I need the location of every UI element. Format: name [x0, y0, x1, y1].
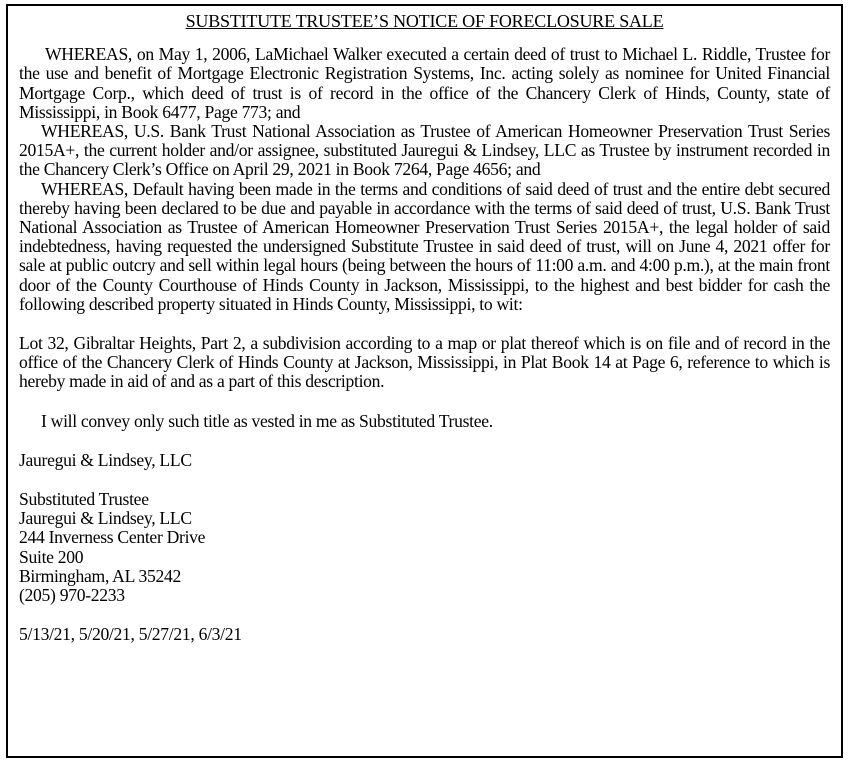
- trustee-firm: Jauregui & Lindsey, LLC: [19, 508, 192, 529]
- address-line-1: 244 Inverness Center Drive: [19, 527, 206, 548]
- address-line-2: Suite 200: [19, 546, 84, 567]
- whereas-paragraph-3: WHEREAS, Default having been made in the terms and conditions of said deed of trust and the entire debt secured thereby having been declared to be due and payable in accordance with the terms of said deed of trust, U.S. Bank Trust National Association as Trustee of American Homeowner Preservation Trust Series 2015A+, the legal holder of said indebtedness, having requested the undersigned Substitute Trustee in said deed of trust, will on June 4, 2021 offer for sale at public outcry and sell within legal hours (being between the hours of 11:00 a.m. and 4:00 p.m.), at the main front door of the County Courthouse of Hinds County in Jackson, Mississippi, to the highest and best bidder for cash the following described property situated in Hinds County, Mississippi, to wit:: [19, 178, 830, 314]
- publication-dates: 5/13/21, 5/20/21, 5/27/21, 6/3/21: [19, 624, 242, 645]
- phone-number: (205) 970-2233: [19, 585, 125, 606]
- notice-title: SUBSTITUTE TRUSTEE’S NOTICE OF FORECLOSURE SALE: [185, 11, 664, 31]
- legal-description: Lot 32, Gibraltar Heights, Part 2, a subdivision according to a map or plat thereof which is on file and of record in the office of the Chancery Clerk of Hinds County at Jackson, Mississippi, in Plat Book 14 at Page 6, reference to which is hereby made in aid of and as a part of this description.: [19, 333, 830, 392]
- whereas-paragraph-1: WHEREAS, on May 1, 2006, LaMichael Walker executed a certain deed of trust to Michael L. Riddle, Trustee for the use and benefit of Mortgage Electronic Registration Systems, Inc. acting solely as nominee for United Financial Mortgage Corp., which deed of trust is of record in the office of the Chancery Clerk of Hinds, County, state of Mississippi, in Book 6477, Page 773; and: [19, 44, 830, 122]
- trustee-role: Substituted Trustee: [19, 489, 149, 510]
- convey-statement: I will convey only such title as vested in me as Substituted Trustee.: [41, 410, 493, 431]
- firm-name: Jauregui & Lindsey, LLC: [19, 449, 192, 470]
- foreclosure-notice: [6, 4, 843, 758]
- whereas-paragraph-2: WHEREAS, U.S. Bank Trust National Association as Trustee of American Homeowner Preservation Trust Series 2015A+, the current holder and/or assignee, substituted Jauregui & Lindsey, LLC as Trustee by instrument recorded in the Chancery Clerk’s Office on April 29, 2021 in Book 7264, Page 4656; and: [19, 121, 830, 180]
- signature-block: [19, 490, 830, 605]
- city-state-zip: Birmingham, AL 35242: [19, 565, 181, 586]
